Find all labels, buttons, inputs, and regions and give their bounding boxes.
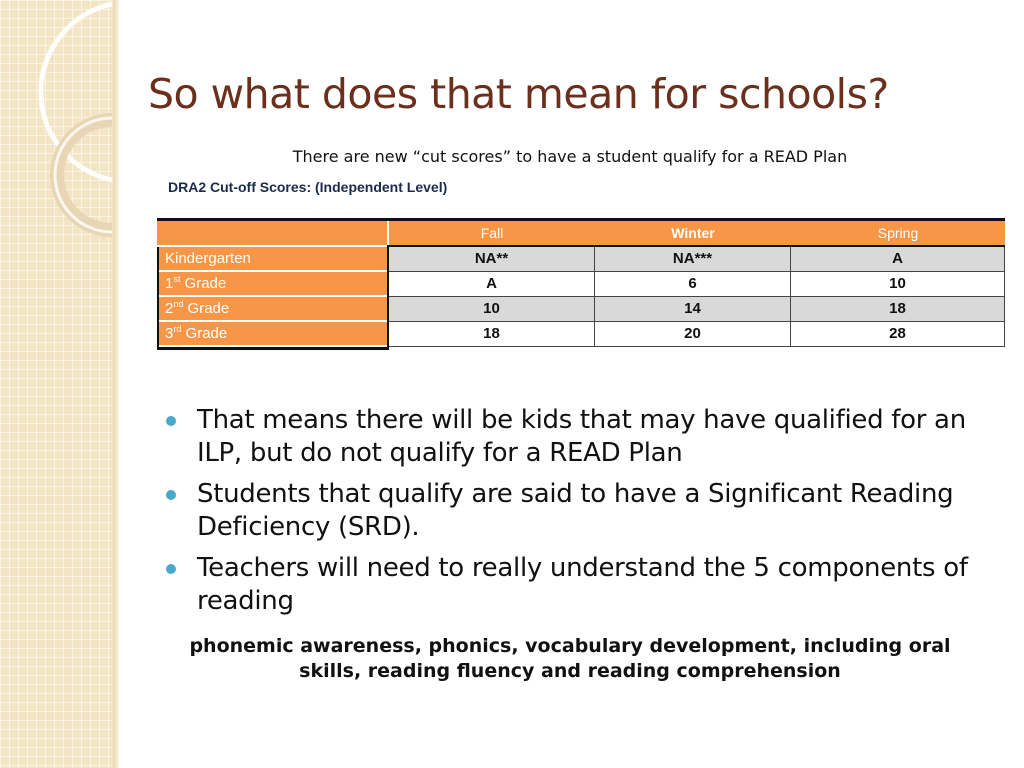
cell-3rd-grade-spring: 28	[791, 322, 1005, 347]
bullet-list	[164, 404, 994, 626]
bullet-text: That means there will be kids that may have qualified for an ILP, but do not qualify for a READ Plan	[197, 405, 966, 468]
cell-3rd-grade-fall: 18	[389, 322, 595, 347]
cell-kindergarten-fall: NA**	[389, 247, 595, 272]
slide-title: So what does that mean for schools?	[148, 70, 889, 118]
table-row	[157, 322, 1005, 347]
cutoff-scores-table	[157, 218, 1005, 350]
bullet-text: Students that qualify are said to have a Significant Reading Deficiency (SRD).	[197, 479, 954, 542]
bullet-text: Teachers will need to really understand the 5 components of reading	[197, 553, 968, 616]
table-row	[157, 272, 1005, 297]
table-row	[157, 297, 1005, 322]
cell-2nd-grade-winter: 14	[595, 297, 791, 322]
bullet-dot-icon	[166, 416, 176, 426]
cell-1st-grade-spring: 10	[791, 272, 1005, 297]
header-winter: Winter	[595, 221, 791, 245]
cell-2nd-grade-spring: 18	[791, 297, 1005, 322]
table-row	[157, 247, 1005, 272]
row-label-kindergarten: Kindergarten	[157, 247, 387, 271]
cell-kindergarten-winter: NA***	[595, 247, 791, 272]
cell-kindergarten-spring: A	[791, 247, 1005, 272]
cell-2nd-grade-fall: 10	[389, 297, 595, 322]
header-spring: Spring	[791, 221, 1005, 245]
table-label-rule	[387, 247, 389, 350]
bullet-item	[164, 552, 994, 618]
slide-subtitle: There are new “cut scores” to have a student qualify for a READ Plan	[292, 147, 848, 166]
table-left-rule	[157, 247, 159, 350]
bullet-dot-icon	[166, 564, 176, 574]
cell-1st-grade-winter: 6	[595, 272, 791, 297]
reading-components-note: phonemic awareness, phonics, vocabulary development, including oral skills, reading fluency and reading comprehension	[189, 635, 951, 682]
bullet-item	[164, 478, 994, 544]
bullet-dot-icon	[166, 490, 176, 500]
table-bottom-rule	[157, 347, 389, 350]
header-corner-cell	[157, 221, 387, 245]
header-fall: Fall	[389, 221, 595, 245]
decorative-rings	[0, 0, 130, 300]
cell-3rd-grade-winter: 20	[595, 322, 791, 347]
row-label-2nd-grade: 2nd Grade	[157, 297, 387, 321]
table-caption: DRA2 Cut-off Scores: (Independent Level)	[168, 179, 448, 195]
row-label-3rd-grade: 3rd Grade	[157, 322, 387, 346]
bullet-item	[164, 404, 994, 470]
cell-1st-grade-fall: A	[389, 272, 595, 297]
row-label-1st-grade: 1st Grade	[157, 272, 387, 296]
